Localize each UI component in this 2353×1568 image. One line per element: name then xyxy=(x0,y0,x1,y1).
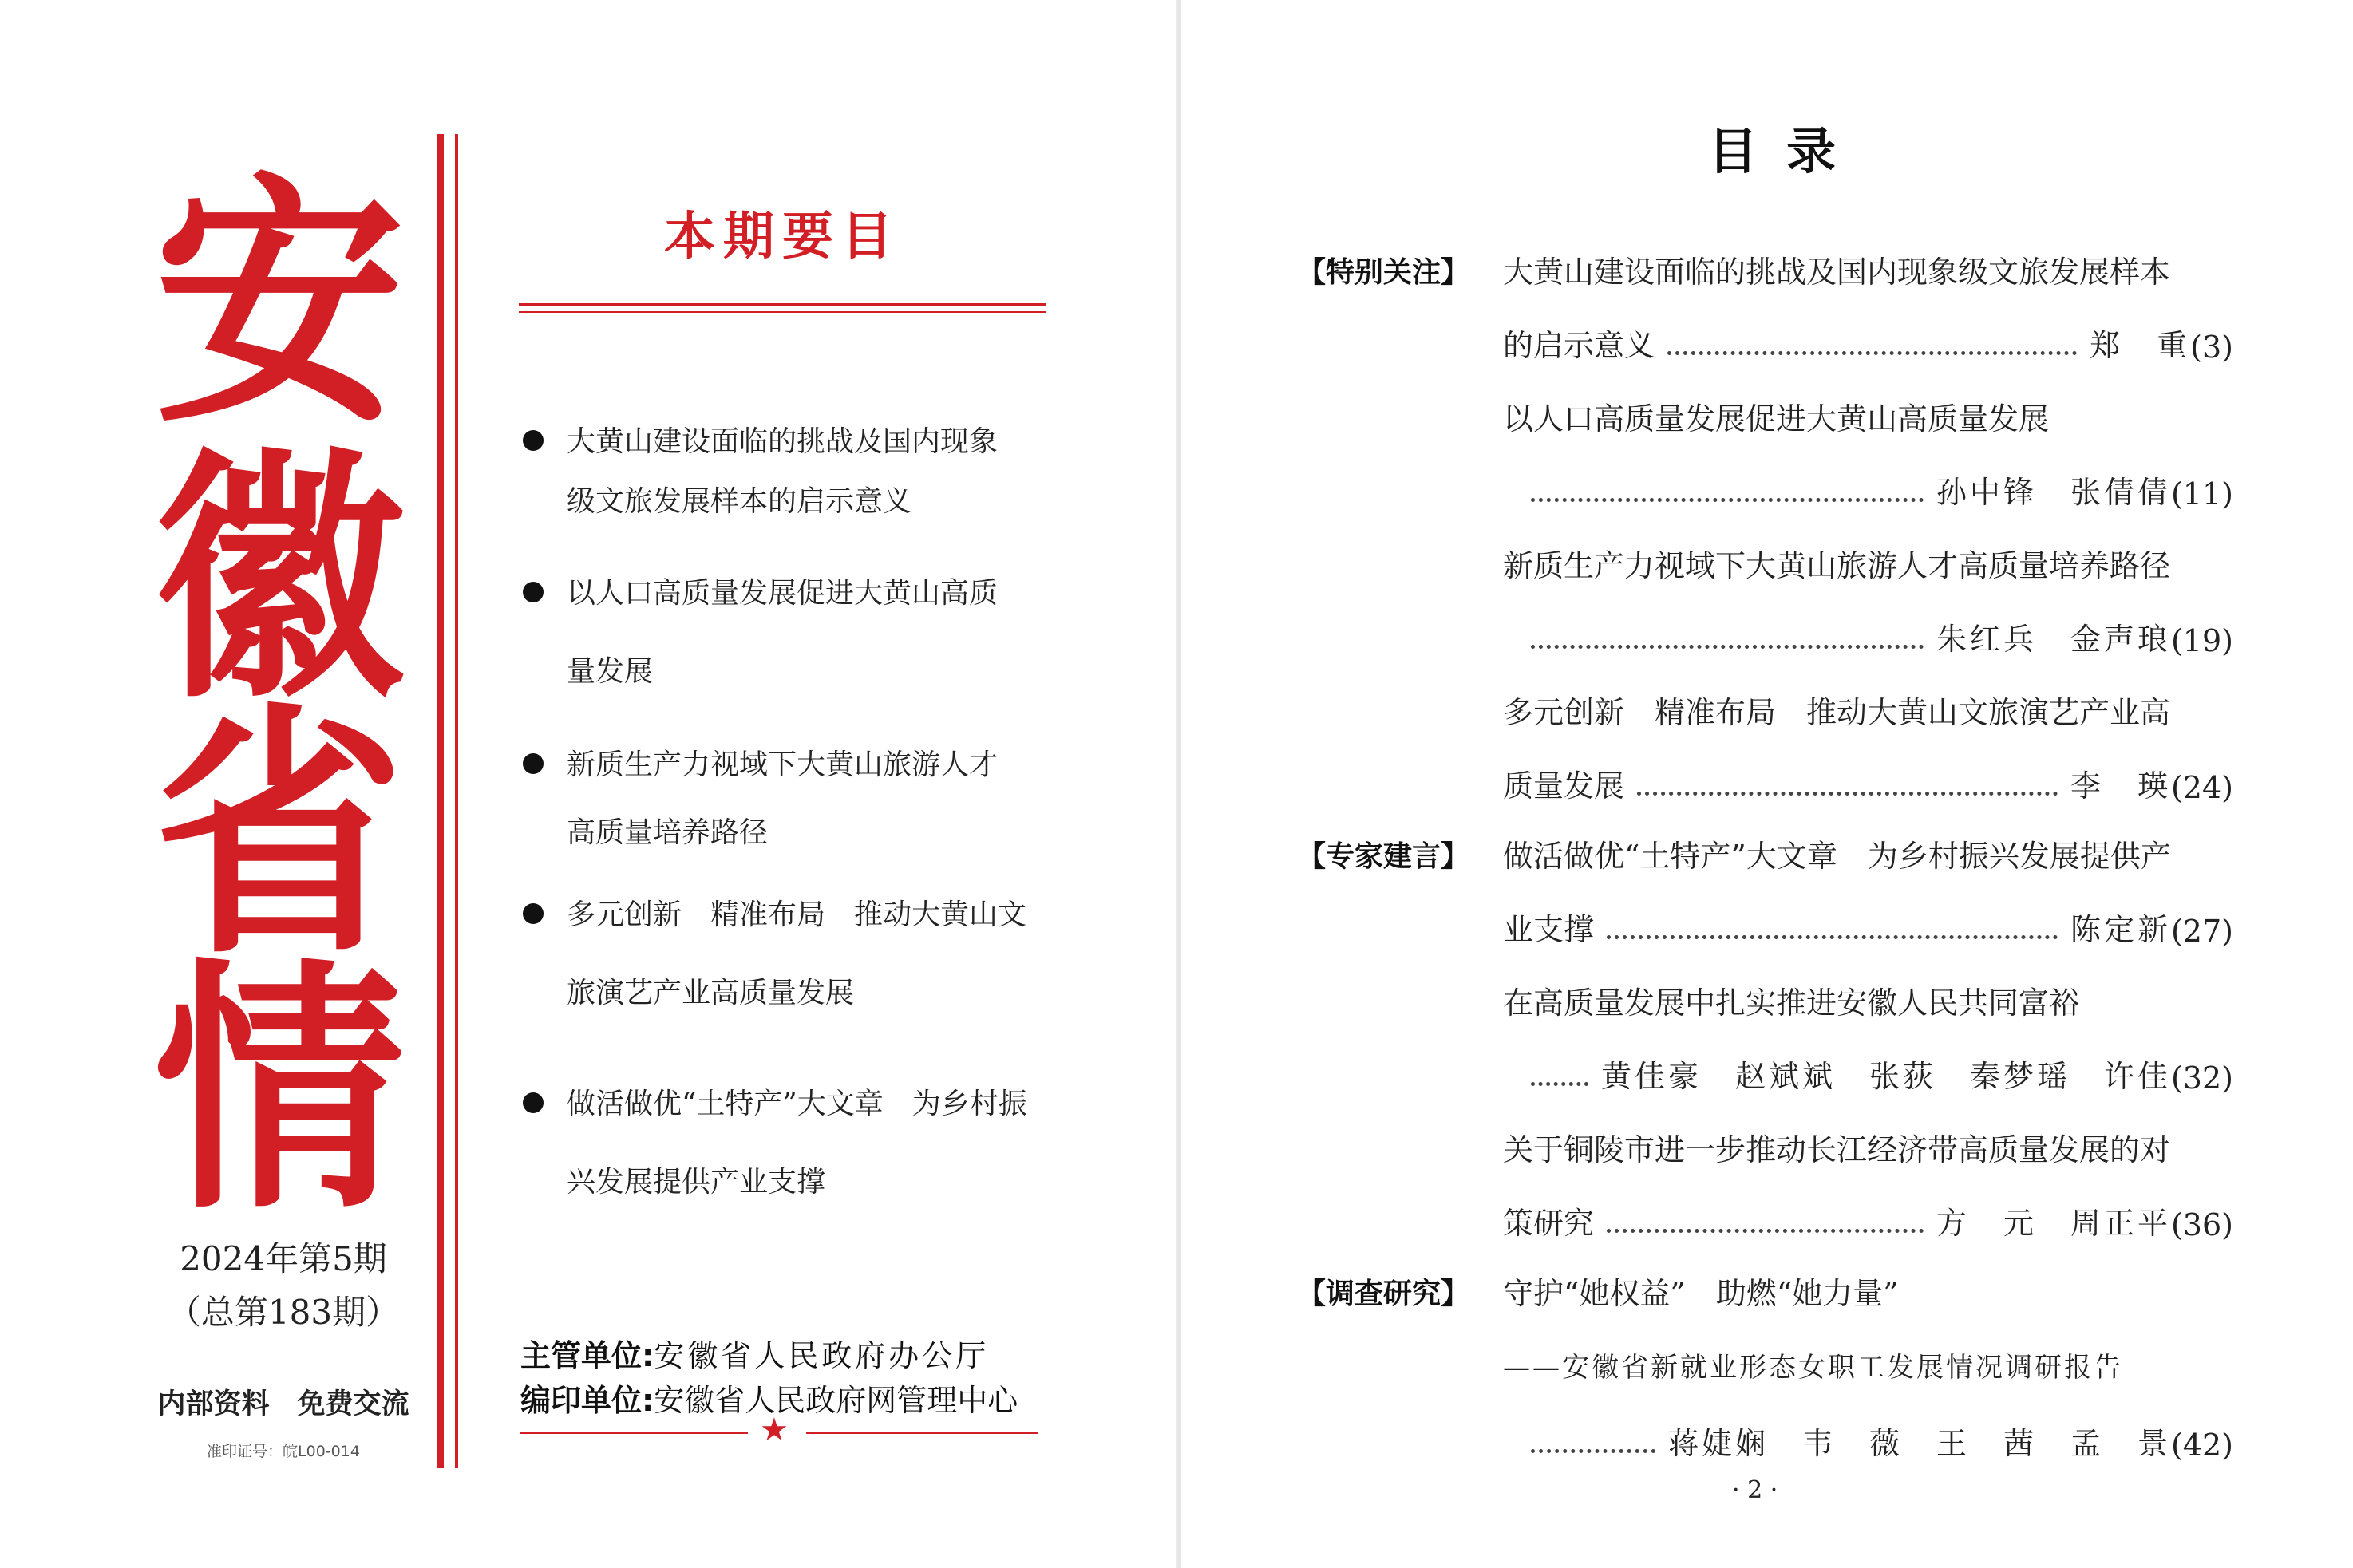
highlight-line: 量发展 xyxy=(567,655,654,688)
toc-entry-author: 黄佳豪 赵斌斌 张荻 秦梦瑶 许佳 xyxy=(1600,1059,2171,1094)
section-tag-special-focus: 【特别关注】 xyxy=(1297,256,1470,289)
section-tag-survey-research: 【调查研究】 xyxy=(1297,1278,1470,1310)
toc-entry-page: (27) xyxy=(2170,914,2233,949)
toc-entry-author: 李 瑛 xyxy=(2070,768,2171,804)
dot-leader xyxy=(1531,644,1924,649)
toc-entry-page: (24) xyxy=(2170,770,2233,805)
toc-entry[interactable] xyxy=(1503,321,2233,365)
highlight-line: 以人口高质量发展促进大黄山高质 xyxy=(567,577,999,610)
toc-line: 大黄山建设面临的挑战及国内现象级文旅发展样本 xyxy=(1503,255,2171,290)
supervisor-line xyxy=(520,1331,989,1375)
highlight-line: 做活做优“土特产”大文章 为乡村振 xyxy=(567,1088,1027,1120)
page-number: · 2 · xyxy=(1732,1476,1778,1504)
dot-leader xyxy=(1607,934,2058,939)
bullet-icon xyxy=(523,430,544,451)
internal-note: 内部资料 免费交流 xyxy=(157,1388,409,1420)
toc-entry[interactable] xyxy=(1503,761,2233,805)
highlights-rule-top xyxy=(519,303,1046,306)
toc-line: 做活做优“土特产”大文章 为乡村振兴发展提供产 xyxy=(1503,839,2171,874)
title-char-1: 安 xyxy=(154,148,405,458)
toc-line: 关于铜陵市进一步推动长江经济带高质量发展的对 xyxy=(1503,1132,2171,1167)
toc-line: 守护“她权益” 助燃“她力量” xyxy=(1503,1276,1899,1311)
toc-line: 在高质量发展中扎实推进安徽人民共同富裕 xyxy=(1503,985,2080,1021)
toc-entry-title: 策研究 xyxy=(1503,1206,1595,1241)
highlight-line: 新质生产力视域下大黄山旅游人才 xyxy=(567,748,999,781)
dot-leader xyxy=(1607,1228,1924,1233)
toc-entry[interactable] xyxy=(1503,468,2233,511)
bottom-rule-left xyxy=(520,1432,748,1434)
bottom-rule-right xyxy=(806,1432,1038,1434)
toc-entry-author: 蒋婕娴 韦 薇 王 茜 孟 景 xyxy=(1667,1426,2171,1461)
title-char-4: 情 xyxy=(154,934,405,1244)
toc-entry[interactable] xyxy=(1503,1419,2233,1463)
toc-entry-page: (3) xyxy=(2190,330,2233,365)
toc-entry-author: 方 元 周正平 xyxy=(1936,1206,2171,1241)
toc-entry[interactable] xyxy=(1503,905,2233,949)
title-char-3: 省 xyxy=(154,679,405,989)
toc-entry-page: (36) xyxy=(2170,1207,2233,1242)
highlight-line: 级文旅发展样本的启示意义 xyxy=(567,485,912,518)
permit-number: 准印证号：皖L00-014 xyxy=(207,1443,360,1460)
issue-number: 2024年第5期 xyxy=(180,1239,387,1278)
toc-line: 新质生产力视域下大黄山旅游人才高质量培养路径 xyxy=(1503,548,2171,583)
toc-entry-author: 朱红兵 金声琅 xyxy=(1936,622,2171,657)
toc-entry-author: 陈定新 xyxy=(2070,912,2171,947)
issue-total: （总第183期） xyxy=(167,1293,400,1332)
dot-leader xyxy=(1531,497,1924,502)
toc-subtitle: ——安徽省新就业形态女职工发展情况调研报告 xyxy=(1503,1352,2123,1384)
toc-entry-page: (42) xyxy=(2170,1428,2233,1463)
supervisor-value: 安徽省人民政府办公厅 xyxy=(654,1338,990,1373)
toc-entry-author: 郑 重 xyxy=(2090,328,2191,363)
vertical-divider-thin xyxy=(455,134,458,1468)
vertical-divider-thick xyxy=(437,134,444,1468)
toc-entry-page: (11) xyxy=(2170,476,2233,511)
editor-label: 编印单位: xyxy=(520,1383,654,1418)
highlight-line: 大黄山建设面临的挑战及国内现象 xyxy=(567,425,999,458)
dot-leader xyxy=(1531,1081,1588,1086)
highlight-line: 多元创新 精准布局 推动大黄山文 xyxy=(567,899,1027,931)
bullet-icon xyxy=(523,582,544,602)
highlight-line: 高质量培养路径 xyxy=(567,816,769,849)
star-icon: ★ xyxy=(760,1412,789,1448)
toc-entry-title: 的启示意义 xyxy=(1503,328,1655,363)
toc-title: 目录 xyxy=(1708,122,1865,180)
bullet-icon xyxy=(523,1092,544,1113)
toc-entry[interactable] xyxy=(1503,1052,2233,1096)
supervisor-label: 主管单位: xyxy=(520,1338,654,1373)
section-tag-expert-advice: 【专家建言】 xyxy=(1297,840,1470,873)
editor-value: 安徽省人民政府网管理中心 xyxy=(654,1383,1018,1418)
highlight-line: 旅演艺产业高质量发展 xyxy=(567,977,855,1009)
toc-line: 以人口高质量发展促进大黄山高质量发展 xyxy=(1503,401,2050,436)
dot-leader xyxy=(1531,1448,1655,1453)
toc-entry-title: 质量发展 xyxy=(1503,768,1625,804)
toc-line: 多元创新 精准布局 推动大黄山文旅演艺产业高 xyxy=(1503,695,2171,730)
toc-entry[interactable] xyxy=(1503,1199,2233,1242)
title-char-2: 徽 xyxy=(154,424,405,733)
toc-entry[interactable] xyxy=(1503,614,2233,658)
toc-entry-title: 业支撑 xyxy=(1503,912,1595,947)
dot-leader xyxy=(1667,350,2077,355)
dot-leader xyxy=(1637,791,2058,796)
highlight-line: 兴发展提供产业支撑 xyxy=(567,1166,826,1199)
toc-entry-page: (32) xyxy=(2170,1060,2233,1096)
toc-entry-page: (19) xyxy=(2170,623,2233,658)
bullet-icon xyxy=(523,903,544,924)
highlights-rule-bottom xyxy=(519,311,1046,313)
toc-entry-author: 孙中锋 张倩倩 xyxy=(1936,475,2171,510)
highlights-title: 本期要目 xyxy=(664,207,900,267)
bullet-icon xyxy=(523,753,544,774)
